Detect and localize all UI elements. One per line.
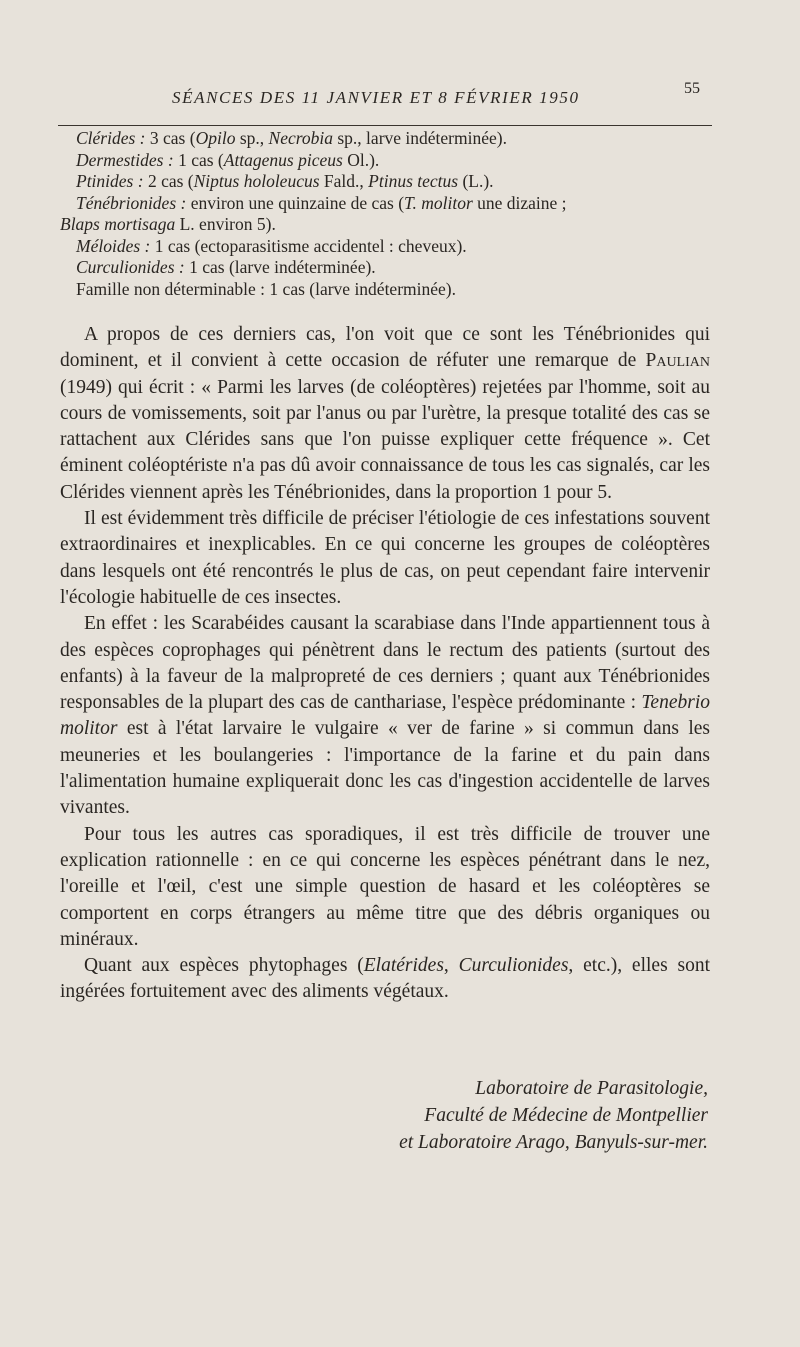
stat-line: Clérides : 3 cas (Opilo sp., Necrobia sp., larve indéterminée). [76, 128, 507, 148]
affiliation-line: Faculté de Médecine de Montpellier [424, 1105, 708, 1126]
stat-line: Méloides : 1 cas (ectoparasitisme accidentel : cheveux). [76, 235, 467, 256]
paragraph: Pour tous les autres cas sporadiques, il est très difficile de trouver une explication rationnelle : en ce qui concerne les espèces pénétrant dans le nez, l'oreille et l'œil, c'est une simple question de hasard et les coléoptères se comportent en corps étrangers au même titre que des débris organiques ou minéraux. [60, 823, 710, 950]
affiliation-block [399, 1075, 708, 1156]
header-rule [58, 125, 712, 126]
stat-line: Curculionides : 1 cas (larve indéterminée). [76, 257, 376, 277]
header-title: SÉANCES DES 11 JANVIER ET 8 FÉVRIER 1950 [172, 88, 580, 107]
case-statistics-list [60, 128, 710, 300]
stat-line: Blaps mortisaga L. environ 5). [60, 214, 276, 234]
stat-line: Ténébrionides : environ une quinzaine de cas (T. molitor une dizaine ; [76, 192, 567, 213]
paragraph: A propos de ces derniers cas, l'on voit que ce sont les Ténébrionides qui dominent, et il convient à cette occasion de réfuter une remarque de Paulian (1949) qui écrit : « Parmi les larves (de coléoptères) rejetées par l'homme, soit au cours de vomissements, soit par l'anus ou par l'urètre, la presque totalité des cas se rattachent aux Clérides sans que l'on puisse expliquer cette fréquence ». Cet éminent coléoptériste n'a pas dû avoir connaissance de tous les cas signalés, car les Clérides viennent après les Ténébrionides, dans la proportion 1 pour 5. [60, 324, 710, 503]
stat-line: Ptinides : 2 cas (Niptus hololeucus Fald., Ptinus tectus (L.). [76, 171, 494, 191]
species-name: Tenebrio molitor [60, 692, 710, 740]
paragraph: Quant aux espèces phytophages (Elatérides, Curculionides, etc.), elles sont ingérées fortuitement avec des aliments végétaux. [60, 955, 711, 1003]
paragraph: Il est évidemment très difficile de préciser l'étiologie de ces infestations souvent extraordinaires et inexplicables. En ce qui concerne les groupes de coléoptères dans lesquels ont été rencontrés le plus de cas, on peut cependant faire intervenir l'écologie habituelle de ces insectes. [60, 508, 710, 608]
stat-line: Dermestides : 1 cas (Attagenus piceus Ol.). [76, 149, 380, 170]
affiliation-line: et Laboratoire Arago, Banyuls-sur-mer. [399, 1132, 708, 1153]
author-name: Paulian [645, 350, 710, 372]
running-header [60, 80, 712, 114]
affiliation-line: Laboratoire de Parasitologie, [475, 1078, 708, 1099]
stat-line: Famille non déterminable : 1 cas (larve indéterminée). [76, 278, 456, 299]
page-number: 55 [684, 80, 700, 97]
body-text [60, 322, 710, 1006]
paragraph: En effet : les Scarabéides causant la scarabiase dans l'Inde appartiennent tous à des espèces coprophages qui pénètrent dans le rectum des patients (surtout des enfants) à la faveur de la malpropreté de ces derniers ; quant aux Ténébrionides responsables de la plupart des cas de canthariase, l'espèce prédominante : Tenebrio molitor est à l'état larvaire le vulgaire « ver de farine » si commun dans les meuneries et les boulangeries : l'importance de la farine et du pain dans l'alimentation humaine expliquerait donc les cas d'ingestion accidentelle de larves vivantes. [60, 613, 710, 819]
